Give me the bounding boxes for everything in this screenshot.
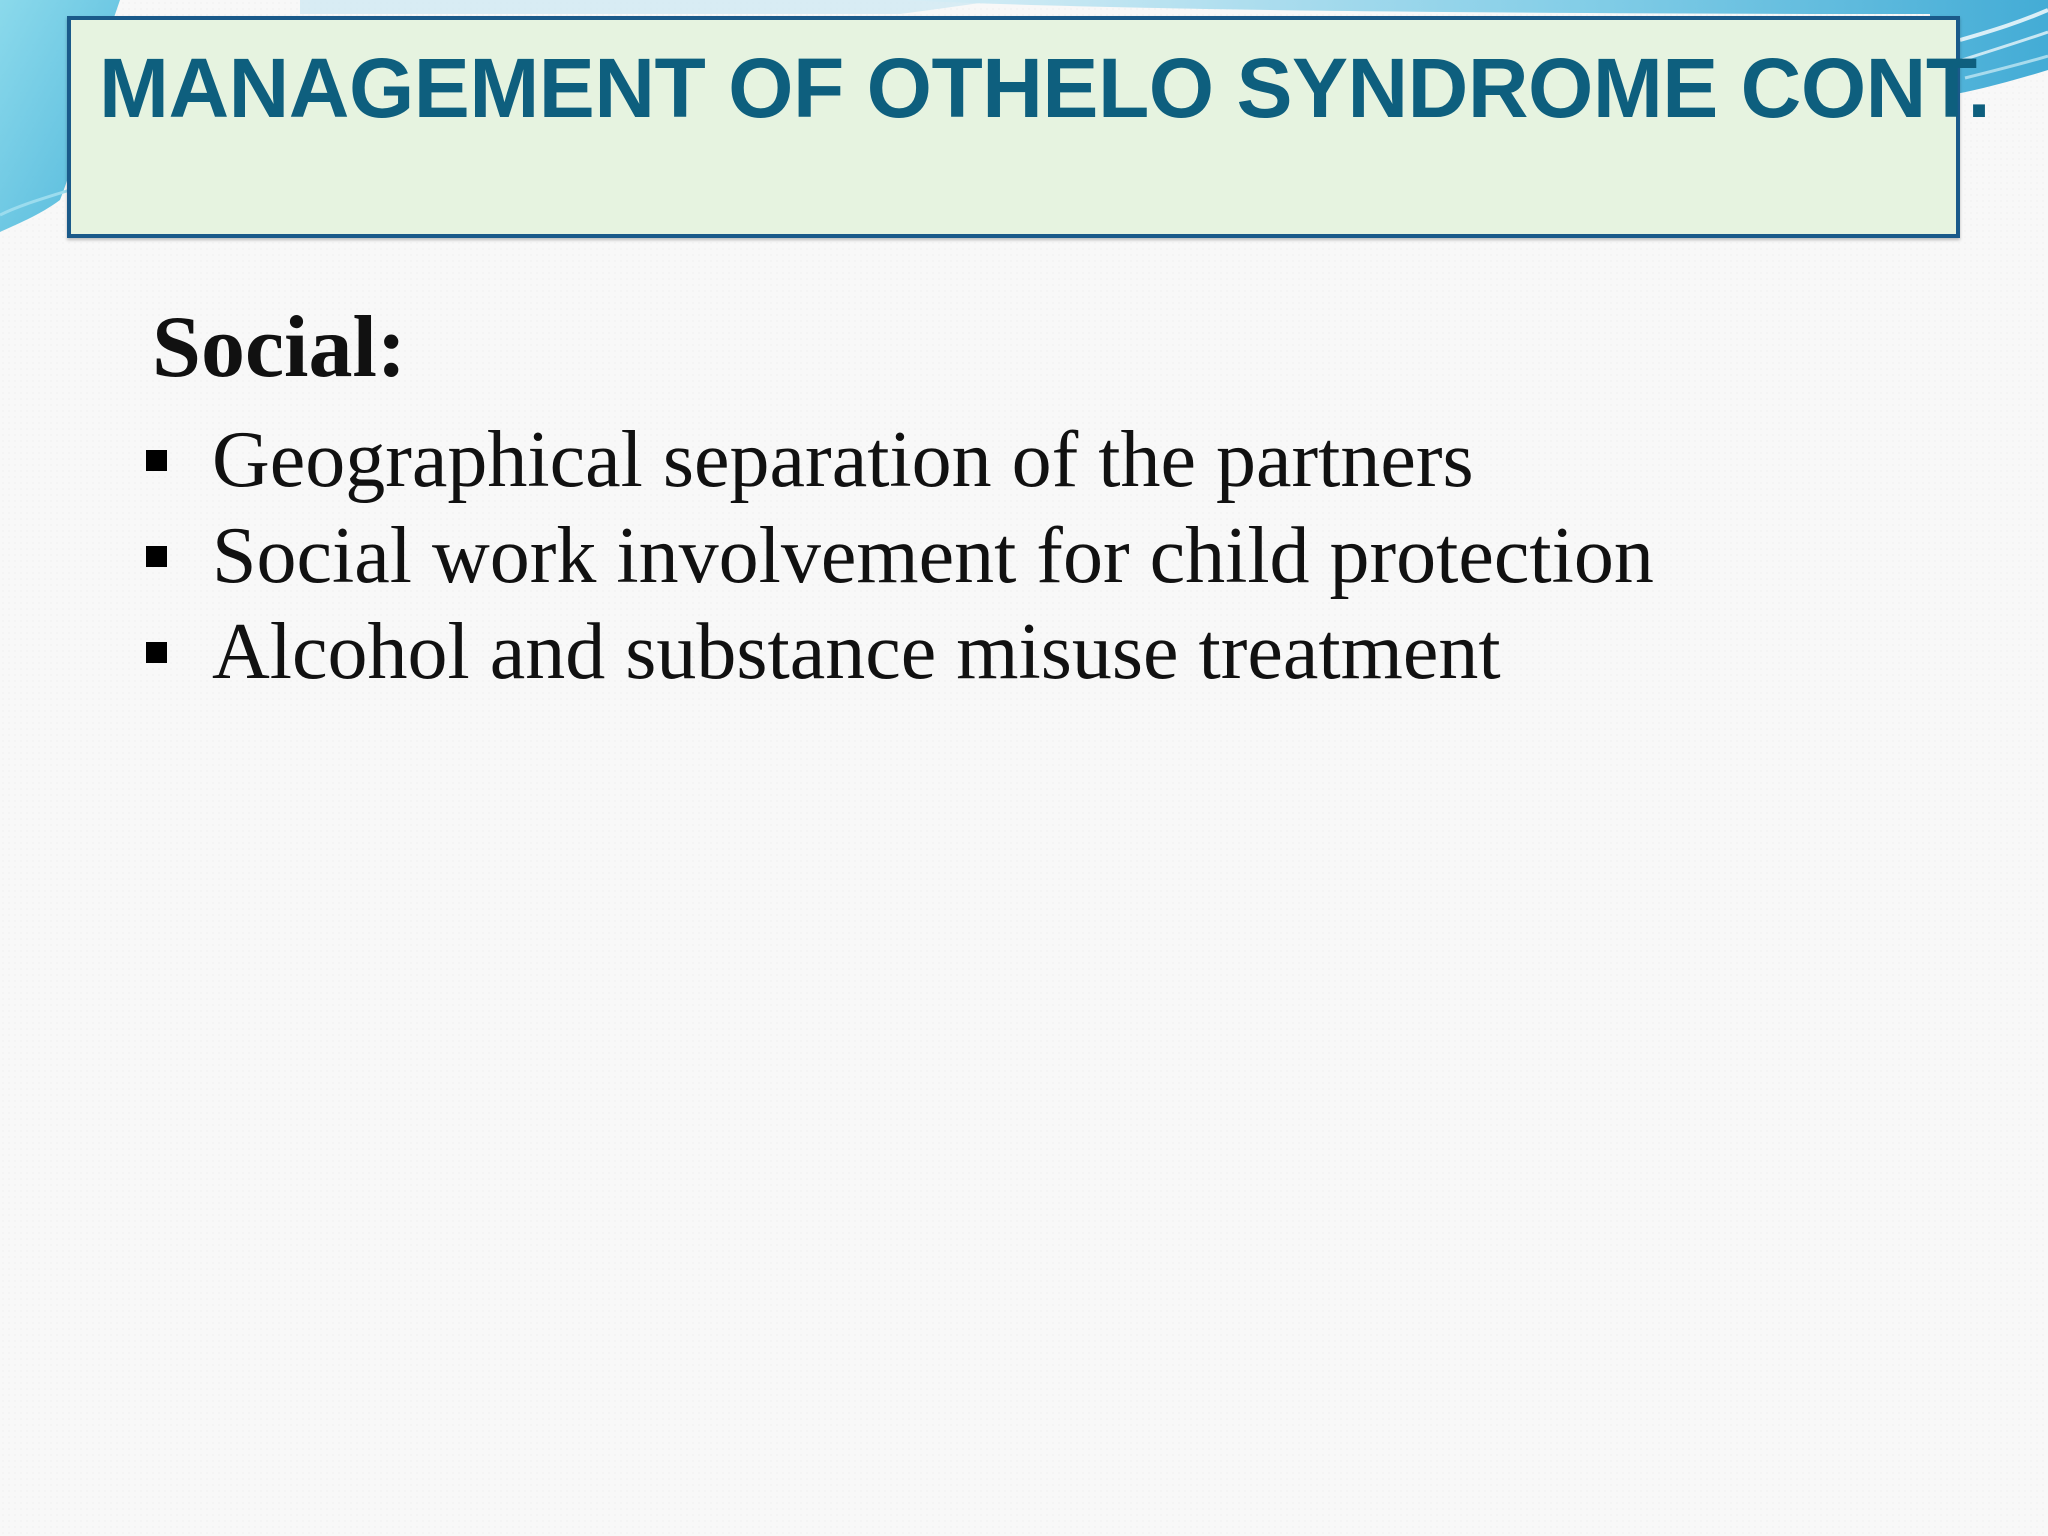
bullet-text: Geographical separation of the partners [212, 416, 1474, 504]
slide-title: MANAGEMENT OF OTHELO SYNDROME CONT. [99, 41, 1991, 135]
list-item [140, 508, 1654, 604]
list-item [140, 412, 1654, 508]
square-bullet-icon [146, 642, 167, 663]
title-box [67, 16, 1991, 238]
bullet-text: Alcohol and substance misuse treatment [212, 608, 1501, 696]
bullet-text: Social work involvement for child protection [212, 512, 1654, 600]
square-bullet-icon [146, 546, 167, 567]
section-heading: Social: [152, 299, 407, 396]
bullet-list [140, 412, 1654, 700]
square-bullet-icon [146, 450, 167, 471]
list-item [140, 604, 1654, 700]
